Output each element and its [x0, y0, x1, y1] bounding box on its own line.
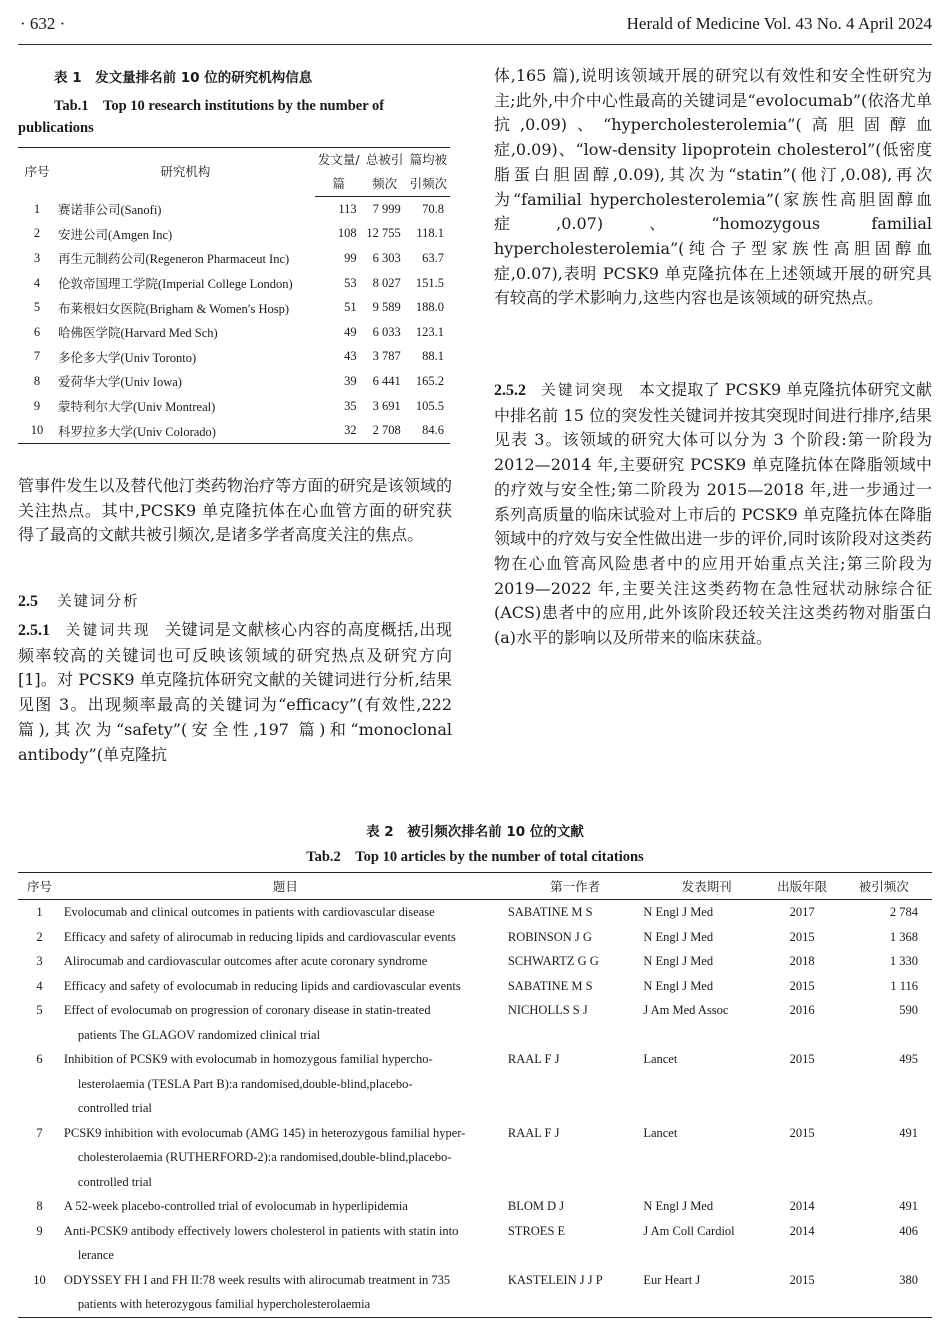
institution-name: 伦敦帝国理工学院(Imperial College London) — [58, 277, 293, 292]
publication-count: 43 — [344, 349, 357, 364]
institution-name: 科罗拉多大学(Univ Colorado) — [56, 418, 315, 443]
citation-count: 1 368 — [889, 929, 918, 944]
average-citations: 123.1 — [415, 324, 444, 339]
row-number: 7 — [33, 349, 41, 364]
body-text: 管事件发生以及替代他汀类药物治疗等方面的研究是该领域的关注热点。其中,PCSK9 单克隆抗体在心血管方面的研究获得了最高的文献共被引频次,是诸多学者高度关注的焦点。 — [18, 476, 452, 545]
left-paragraph-1 — [18, 474, 452, 548]
citation-count: 406 — [899, 1223, 918, 1238]
journal-name: J Am Med Assoc — [643, 1003, 729, 1017]
first-author: NICHOLLS S J — [507, 1003, 588, 1017]
average-citations: 63.7 — [422, 250, 444, 265]
table-row — [18, 998, 932, 1047]
row-number: 7 — [36, 1125, 43, 1140]
article-title-line: Inhibition of PCSK9 with evolocumab in homozygous familial hypercho- — [63, 1052, 433, 1066]
article-title — [61, 1047, 508, 1121]
table1-header-inst: 研究机构 — [56, 148, 315, 197]
institution-name: 蒙特利尔大学(Univ Montreal) — [58, 400, 216, 415]
right-paragraph-2 — [494, 378, 932, 651]
publication-count: 51 — [344, 300, 357, 315]
table-row — [18, 925, 932, 950]
article-title-line: Efficacy and safety of alirocumab in reducing lipids and cardiovascular events — [63, 929, 456, 944]
left-paragraph-2 — [18, 618, 452, 767]
first-author: STROES E — [507, 1223, 566, 1238]
first-author: BLOM D J — [507, 1199, 565, 1213]
article-title-line: Effect of evolocumab on progression of coronary disease in statin-treated — [63, 1003, 431, 1017]
article-title — [61, 925, 508, 950]
first-author: SABATINE M S — [507, 905, 593, 919]
total-citations: 2 708 — [363, 418, 407, 443]
table1-caption-en: Tab.1 Top 10 research institutions by the number of — [54, 98, 385, 114]
journal-name: N Engl J Med — [643, 1199, 714, 1213]
institution-name: 赛诺菲公司(Sanofi) — [58, 203, 162, 218]
institution-name: 哈佛医学院(Harvard Med Sch) — [58, 326, 218, 341]
table2-header-journal: 发表期刊 — [643, 873, 770, 900]
first-author: SCHWARTZ G G — [507, 954, 599, 968]
average-citations: 84.6 — [407, 418, 450, 443]
table-row — [18, 1121, 932, 1195]
citation-count: 1 330 — [889, 954, 918, 968]
total-citations: 9 589 — [372, 300, 401, 315]
first-author: RAAL F J — [507, 1052, 560, 1066]
row-number: 3 — [33, 250, 41, 265]
row-number: 1 — [33, 201, 41, 216]
publication-count: 35 — [344, 398, 357, 413]
table-row — [18, 949, 932, 974]
total-citations: 6 033 — [372, 324, 401, 339]
table2-header-author: 第一作者 — [508, 873, 643, 900]
table2 — [18, 872, 932, 1318]
journal-name: N Engl J Med — [643, 905, 714, 919]
table2-header-title: 题目 — [61, 873, 508, 900]
row-number: 9 — [33, 398, 41, 413]
row-number: 9 — [36, 1223, 43, 1238]
article-title-line: patients The GLAGOV randomized clinical trial — [77, 1027, 321, 1042]
table-row — [18, 369, 450, 394]
total-citations: 8 027 — [372, 275, 401, 290]
subsection-title: 关键词突现 — [541, 383, 625, 399]
article-title — [61, 998, 508, 1047]
citation-count: 495 — [899, 1052, 918, 1066]
institution-name: 布莱根妇女医院(Brigham & Women′s Hosp) — [58, 301, 290, 316]
table2-caption-en: Tab.2 Top 10 articles by the number of total citations — [306, 849, 644, 865]
total-citations: 7 999 — [372, 201, 401, 216]
article-title-line: controlled trial — [77, 1174, 152, 1189]
journal-name: J Am Coll Cardiol — [643, 1223, 735, 1238]
article-title-line: ODYSSEY FH I and FH II:78 week results with alirocumab treatment in 735 — [63, 1272, 451, 1287]
header-rule — [18, 44, 932, 45]
table2-header-cites: 被引频次 — [834, 873, 932, 900]
row-number: 6 — [36, 1052, 43, 1066]
total-citations: 6 303 — [372, 250, 401, 265]
table-row — [18, 900, 932, 925]
row-number: 10 — [18, 1268, 61, 1318]
article-title — [61, 1121, 508, 1195]
body-text: 关键词是文献核心内容的高度概括,出现频率较高的关键词也可反映该领域的研究热点及研究方向[1]。对 PCSK9 单克隆抗体研究文献的关键词进行分析,结果见图 3。出现频率最高的关键词为“efficacy”(有效性,222 篇),其次为“safety”(安全性,197 篇)和“monoclonal antibody”(单克隆抗 — [18, 620, 453, 764]
row-number: 8 — [33, 373, 41, 388]
row-number: 6 — [33, 324, 41, 339]
journal-name: N Engl J Med — [643, 954, 714, 968]
table1-header-pubs-2: 篇 — [315, 172, 363, 197]
article-title-line: Alirocumab and cardiovascular outcomes after acute coronary syndrome — [63, 954, 428, 968]
citation-count: 380 — [834, 1268, 932, 1318]
table-row — [18, 271, 450, 296]
journal-name: N Engl J Med — [643, 978, 714, 993]
publication-count: 32 — [315, 418, 363, 443]
publication-year: 2018 — [789, 954, 815, 968]
right-paragraph-1 — [494, 64, 932, 311]
article-title — [61, 949, 508, 974]
publication-count: 99 — [344, 250, 357, 265]
article-title — [61, 1219, 508, 1268]
subsection-title: 关键词共现 — [65, 623, 152, 639]
row-number: 5 — [36, 1003, 43, 1017]
citation-count: 590 — [899, 1003, 918, 1017]
row-number: 8 — [36, 1199, 43, 1213]
table1-header-pubs: 发文量/ — [315, 148, 363, 173]
first-author: RAAL F J — [507, 1125, 560, 1140]
row-number: 3 — [36, 954, 43, 968]
article-title — [61, 974, 508, 999]
article-title-line: lerance — [77, 1248, 114, 1262]
subsection-number: 2.5.1 — [18, 622, 50, 639]
table1-header-avg-2: 引频次 — [407, 172, 450, 197]
table-row — [18, 1219, 932, 1268]
citation-count: 491 — [899, 1125, 918, 1140]
table2-header-year: 出版年限 — [770, 873, 834, 900]
table-row — [18, 246, 450, 271]
publication-year: 2017 — [789, 905, 815, 919]
row-number: 4 — [33, 275, 41, 290]
journal-name: N Engl J Med — [643, 929, 714, 944]
table1-caption-cn: 表 1 发文量排名前 10 位的研究机构信息 — [54, 70, 313, 86]
article-title-line: Evolocumab and clinical outcomes in patients with cardiovascular disease — [63, 905, 435, 919]
article-title-line: cholesterolaemia (RUTHERFORD-2):a randomised,double-blind,placebo- — [77, 1150, 452, 1164]
section-number: 2.5 — [18, 593, 38, 610]
average-citations: 88.1 — [422, 349, 444, 364]
publication-count: 39 — [344, 373, 357, 388]
table-row — [18, 394, 450, 419]
table-row — [18, 1047, 932, 1121]
publication-year: 2015 — [789, 978, 815, 993]
publication-year: 2015 — [770, 1268, 834, 1318]
publication-count: 53 — [344, 275, 357, 290]
total-citations: 6 441 — [372, 373, 401, 388]
table1-header-no: 序号 — [18, 148, 56, 197]
table1-header-cit: 总被引 — [363, 148, 407, 173]
row-number: 2 — [33, 226, 41, 241]
institution-name: 安进公司(Amgen Inc) — [58, 227, 173, 242]
publication-year: 2015 — [789, 929, 815, 944]
publication-count: 113 — [338, 201, 357, 216]
first-author: ROBINSON J G — [507, 929, 592, 944]
table1-header-cit-2: 频次 — [363, 172, 407, 197]
first-author: SABATINE M S — [507, 978, 593, 993]
page-number: · 632 · — [20, 14, 66, 33]
article-title-line: patients with heterozygous familial hypercholesterolaemia — [77, 1297, 371, 1311]
publication-year: 2016 — [789, 1003, 815, 1017]
average-citations: 70.8 — [422, 201, 444, 216]
table1-caption-en-cont: publications — [18, 120, 94, 136]
table-row — [18, 222, 450, 247]
publication-year: 2015 — [789, 1052, 815, 1066]
row-number: 1 — [36, 905, 43, 919]
row-number: 5 — [33, 300, 41, 315]
table2-header-no: 序号 — [18, 873, 61, 900]
article-title — [61, 1268, 508, 1318]
average-citations: 105.5 — [415, 398, 444, 413]
institution-name: 再生元制药公司(Regeneron Pharmaceut Inc) — [58, 252, 290, 267]
table-row — [18, 295, 450, 320]
journal-name: Lancet — [643, 1125, 678, 1140]
table-row — [18, 1194, 932, 1219]
article-title — [61, 900, 508, 925]
table1-header-avg: 篇均被 — [407, 148, 450, 173]
row-number: 10 — [18, 418, 56, 443]
publication-year: 2014 — [789, 1223, 815, 1238]
average-citations: 188.0 — [415, 300, 444, 315]
table2-caption-cn: 表 2 被引频次排名前 10 位的文献 — [366, 824, 584, 840]
section-heading-2-5 — [18, 589, 140, 615]
average-citations: 165.2 — [415, 373, 444, 388]
article-title-line: A 52-week placebo-controlled trial of evolocumab in hyperlipidemia — [63, 1199, 408, 1213]
table1 — [18, 147, 450, 444]
total-citations: 3 787 — [372, 349, 401, 364]
body-text: 本文提取了 PCSK9 单克隆抗体研究文献中排名前 15 位的突发性关键词并按其突现时间进行排序,结果见表 3。该领域的研究大体可以分为 3 个阶段:第一阶段为 2012—2014 年,主要研究 PCSK9 单克隆抗体在降脂领域中的疗效与安全性;第二阶段为 2015—2018 年,进一步通过一系列高质量的临床试验对上市后的 PCSK9 单克隆抗体在降脂领域中的疗效与安全性做出进一步的评价,同时该阶段对这类药物在心血管高风险患者中的应用开始重点关注;第三阶段为 2019—2022 年,主要关注这类药物在急性冠状动脉综合征(ACS)患者中的应用,此外该阶段还较关注这类药物对脂蛋白(a)水平的影响以及所带来的临床获益。 — [494, 380, 933, 648]
citation-count: 491 — [899, 1199, 918, 1213]
table-row — [18, 418, 450, 443]
institution-name: 爱荷华大学(Univ Iowa) — [58, 375, 182, 390]
section-title: 关键词分析 — [57, 594, 140, 610]
average-citations: 118.1 — [416, 226, 444, 241]
table-row — [18, 320, 450, 345]
row-number: 4 — [36, 978, 43, 993]
article-title-line: controlled trial — [77, 1101, 152, 1115]
publication-count: 49 — [344, 324, 357, 339]
average-citations: 151.5 — [415, 275, 444, 290]
citation-count: 2 784 — [889, 905, 918, 919]
journal-name: Eur Heart J — [643, 1268, 770, 1318]
article-title-line: Anti-PCSK9 antibody effectively lowers cholesterol in patients with statin into — [63, 1223, 459, 1238]
article-title-line: lesterolaemia (TESLA Part B):a randomised,double-blind,placebo- — [77, 1076, 413, 1091]
subsection-number: 2.5.2 — [494, 382, 526, 399]
total-citations: 3 691 — [372, 398, 401, 413]
total-citations: 12 755 — [366, 226, 401, 241]
institution-name: 多伦多大学(Univ Toronto) — [58, 350, 197, 365]
publication-year: 2014 — [789, 1199, 815, 1213]
journal-header: Herald of Medicine Vol. 43 No. 4 April 2024 — [626, 14, 932, 33]
citation-count: 1 116 — [890, 978, 918, 993]
body-text: 体,165 篇),说明该领域开展的研究以有效性和安全性研究为主;此外,中介中心性最高的关键词是“evolocumab”(依洛尤单抗,0.09)、“hypercholesterolemia”(高胆固醇血症,0.09)、“low-density lipoprotein cholesterol”(低密度脂蛋白胆固醇,0.09),其次为“statin”(他汀,0.08),再次为“familial hypercholesterolemia”(家族性高胆固醇血症,0.07)、“homozygous familial hypercholesterolemia”(纯合子型家族性高胆固醇血症,0.07),表明 PCSK9 单克隆抗体在上述领域开展的研究具有较高的学术影响力,这些内容也是该领域的研究热点。 — [494, 66, 932, 308]
publication-count: 108 — [337, 226, 357, 241]
first-author: KASTELEIN J J P — [508, 1268, 643, 1318]
article-title-line: PCSK9 inhibition with evolocumab (AMG 145) in heterozygous familial hyper- — [63, 1125, 466, 1140]
table-row — [18, 974, 932, 999]
table-row — [18, 345, 450, 370]
table-row — [18, 197, 450, 222]
row-number: 2 — [36, 929, 43, 944]
article-title — [61, 1194, 508, 1219]
publication-year: 2015 — [789, 1125, 815, 1140]
table-row — [18, 1268, 932, 1318]
article-title-line: Efficacy and safety of evolocumab in reducing lipids and cardiovascular events — [63, 978, 461, 993]
journal-name: Lancet — [643, 1052, 678, 1066]
